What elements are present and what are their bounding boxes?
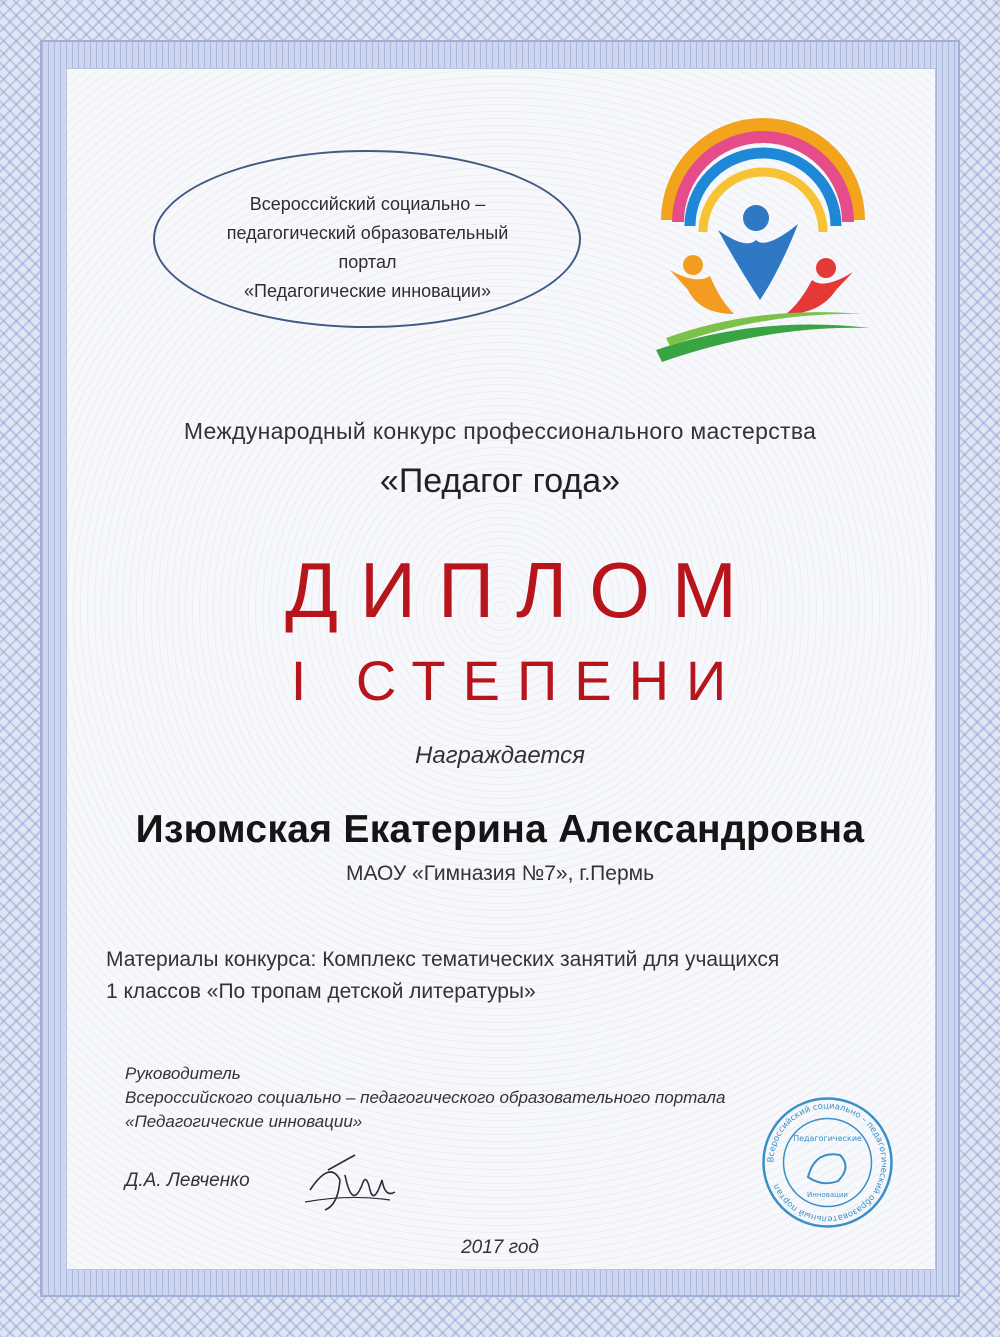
leader-portal: «Педагогические инновации»: [125, 1112, 363, 1131]
leader-label: Руководитель: [125, 1064, 241, 1083]
issue-year: 2017 год: [461, 1237, 539, 1258]
diploma-degree: I СТЕПЕНИ: [290, 649, 744, 712]
svg-text:Всероссийский социально – педа: [766, 1101, 888, 1223]
portal-logo: [648, 100, 878, 375]
portal-stamp: [760, 1095, 895, 1230]
leader-org: Всероссийского социально – педагогического образовательного портала: [125, 1088, 726, 1107]
portal-line: портал: [338, 252, 397, 272]
contest-title: «Педагог года»: [379, 462, 621, 500]
recipient-school: МАОУ «Гимназия №7», г.Пермь: [345, 862, 655, 885]
materials-line: Материалы конкурса: Комплекс тематических занятий для учащихся: [106, 948, 780, 971]
portal-line: педагогический образовательный: [226, 223, 509, 243]
awarded-label: Награждается: [415, 742, 585, 769]
portal-line: «Педагогические инновации»: [244, 281, 491, 301]
contest-name: Международный конкурс профессионального мастерства: [183, 418, 817, 444]
portal-name: [175, 190, 560, 306]
stamp-ring-text: Всероссийский социально – педагогический образовательный портал: [766, 1101, 889, 1224]
stamp-center-bottom: Инновации: [807, 1191, 848, 1199]
leader-name: Д.А. Левченко: [125, 1170, 250, 1191]
stamp-center-top: Педагогические: [793, 1134, 862, 1143]
recipient-name: Изюмская Екатерина Александровна: [135, 808, 865, 851]
signature-image: [300, 1150, 400, 1220]
portal-line: Всероссийский социально –: [249, 194, 486, 214]
diploma-title: ДИПЛОМ: [285, 546, 759, 634]
materials-line: 1 классов «По тропам детской литературы»: [106, 980, 536, 1003]
